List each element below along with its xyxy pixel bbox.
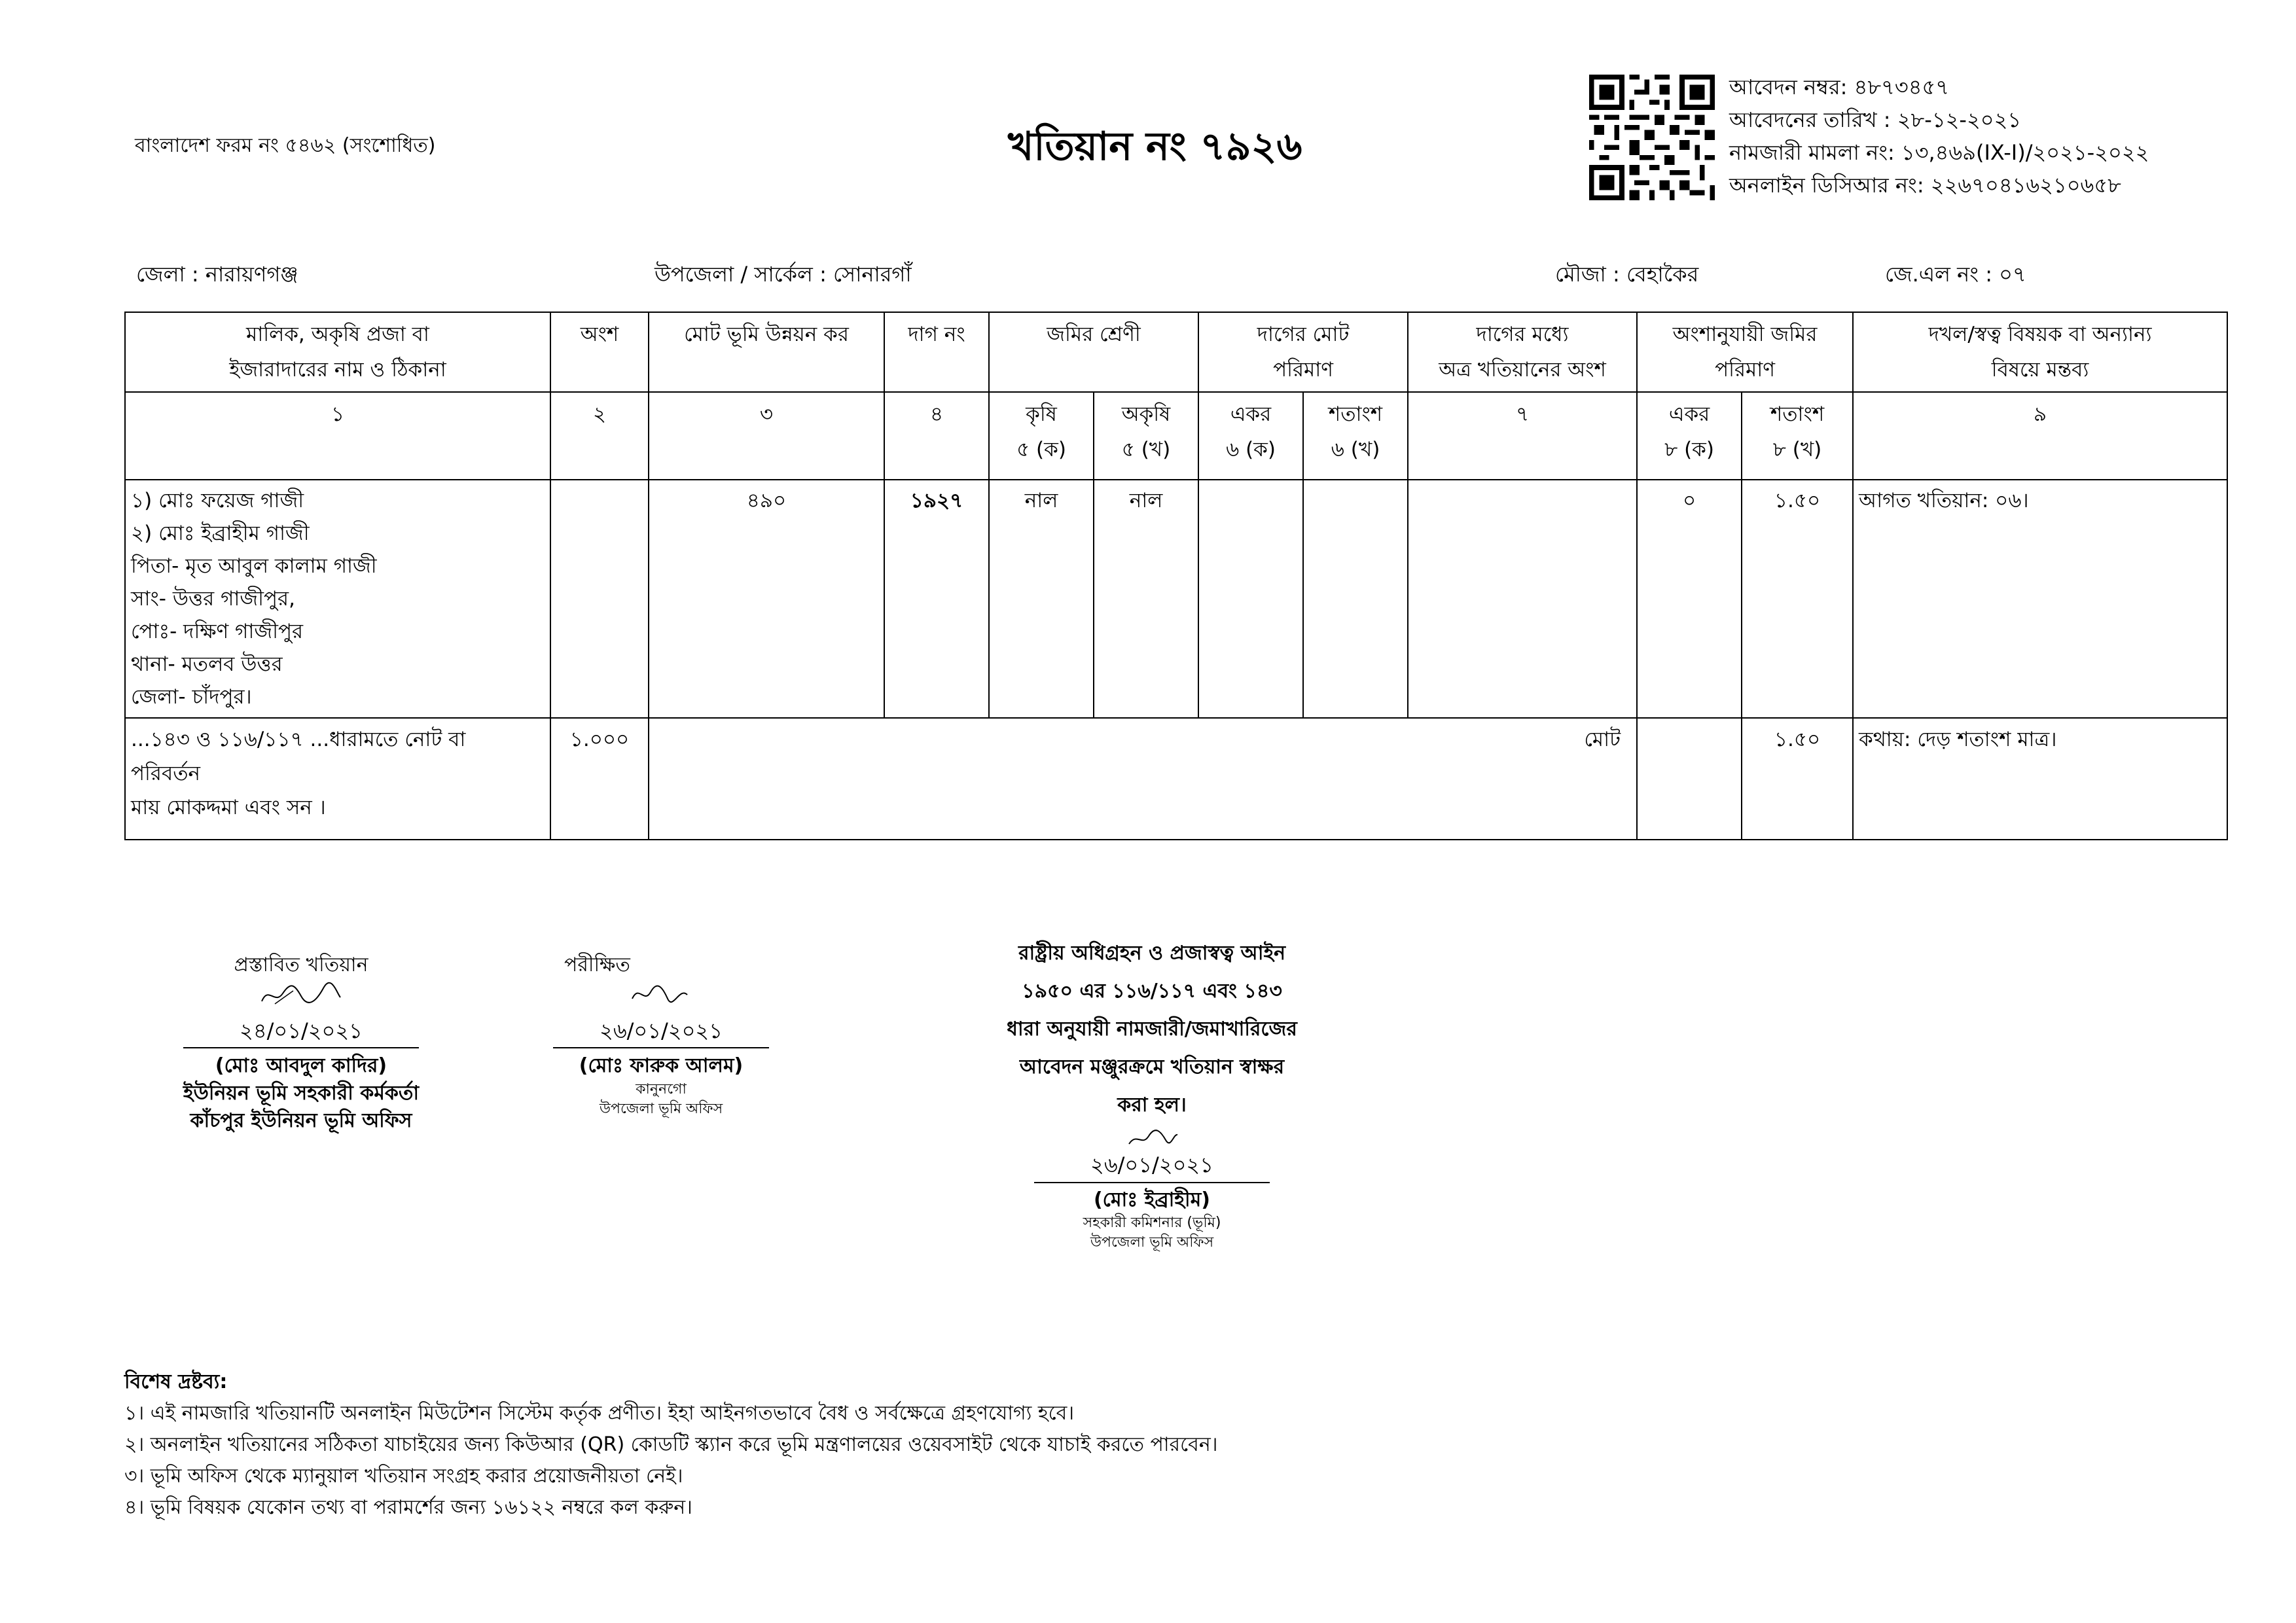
page-title: খতিয়ান নং ৭৯২৬ [1008, 124, 1302, 169]
dag-cell: ১৯২৭ [884, 480, 989, 718]
total-remarks: কথায়: দেড় শতাংশ মাত্র। [1853, 718, 2227, 840]
mutation-case-number: নামজারী মামলা নং: ১৩,৪৬৯(IX-I)/২০২১-২০২২ [1729, 140, 2149, 165]
approval-statement-line: আবেদন মঞ্জুরক্রমে খতিয়ান স্বাক্ষর [1019, 1056, 1285, 1079]
jl-number: জে.এল নং : ০৭ [1885, 262, 2026, 287]
signature-line [1034, 1182, 1270, 1183]
special-notes [124, 1366, 1217, 1524]
total-shotangsho: ১.৫০ [1742, 718, 1853, 840]
dag-total-shotangsho-cell [1303, 480, 1408, 718]
header-remarks: দখল/স্বত্ব বিষয়ক বা অন্যান্য বিষয়ে মন্তব্য [1853, 312, 2227, 392]
online-dcr-number: অনলাইন ডিসিআর নং: ২২৬৭০৪১৬২১০৬৫৮ [1729, 173, 2121, 198]
table-row [125, 480, 2227, 718]
signature-icon [255, 979, 347, 1009]
header-share-land: অংশানুযায়ী জমির পরিমাণ [1637, 312, 1853, 392]
subheader-ekor-8: একর ৮ (ক) [1637, 392, 1742, 480]
approved-designation: সহকারী কমিশনার (ভূমি) [1083, 1215, 1221, 1231]
share-ekor-cell: ০ [1637, 480, 1742, 718]
subheader-ekor-6: একর ৬ (ক) [1198, 392, 1303, 480]
header-dag-total: দাগের মোট পরিমাণ [1198, 312, 1408, 392]
examined-office: উপজেলা ভূমি অফিস [599, 1101, 723, 1117]
header-dag-share: দাগের মধ্যে অত্র খতিয়ানের অংশ [1408, 312, 1637, 392]
subheader-shotangsho-8: শতাংশ ৮ (খ) [1742, 392, 1853, 480]
signature-block-proposed [164, 952, 439, 1135]
table-header-row [125, 312, 2227, 392]
signature-block-examined [550, 952, 772, 1119]
share-cell [550, 480, 649, 718]
krishi-cell: নাল [989, 480, 1094, 718]
header-share: অংশ [550, 312, 649, 392]
note-item: ১। এই নামজারি খতিয়ানটি অনলাইন মিউটেশন সিস্টেম কর্তৃক প্রণীত। ইহা আইনগতভাবে বৈধ ও সর্বক্ষেত্রে গ্রহণযোগ্য হবে। [124, 1402, 1075, 1425]
table-subheader-row [125, 392, 2227, 480]
qr-code-icon [1589, 72, 1715, 203]
signature-line [553, 1047, 769, 1048]
proposed-office: কাঁচপুর ইউনিয়ন ভূমি অফিস [190, 1109, 412, 1132]
subheader-3: ৩ [649, 392, 884, 480]
signature-icon [622, 979, 700, 1009]
signature-line [183, 1047, 419, 1048]
upazila-circle: উপজেলা / সার্কেল : সোনারগাঁ [655, 262, 912, 287]
subheader-krishi: কৃষি ৫ (ক) [989, 392, 1094, 480]
approval-statement-line: রাষ্ট্রীয় অধিগ্রহন ও প্রজাস্বত্ব আইন [1018, 942, 1285, 965]
approval-statement-line: ধারা অনুযায়ী নামজারী/জমাখারিজের [1007, 1018, 1297, 1041]
mouza: মৌজা : বেহাকৈর [1555, 262, 1699, 287]
application-number: আবেদন নম্বর: ৪৮৭৩৪৫৭ [1729, 75, 1950, 99]
district: জেলা : নারায়ণগঞ্জ [136, 262, 298, 287]
signature-icon [1122, 1124, 1181, 1150]
remarks-cell: আগত খতিয়ান: ০৬। [1853, 480, 2227, 718]
khatian-table [124, 312, 2228, 840]
tax-cell: ৪৯০ [649, 480, 884, 718]
subheader-9: ৯ [1853, 392, 2227, 480]
subheader-4: ৪ [884, 392, 989, 480]
subheader-akrishi: অকৃষি ৫ (খ) [1094, 392, 1198, 480]
examined-date: ২৬/০১/২০২১ [600, 1018, 723, 1043]
approved-office: উপজেলা ভূমি অফিস [1090, 1234, 1214, 1251]
total-ekor [1637, 718, 1742, 840]
subheader-shotangsho-6: শতাংশ ৬ (খ) [1303, 392, 1408, 480]
subheader-1: ১ [125, 392, 550, 480]
note-item: ৩। ভূমি অফিস থেকে ম্যানুয়াল খতিয়ান সংগ্রহ করার প্রয়োজনীয়তা নেই। [124, 1465, 683, 1488]
share-shotangsho-cell: ১.৫০ [1742, 480, 1853, 718]
owner-details: ১) মোঃ ফয়েজ গাজী ২) মোঃ ইব্রাহীম গাজী পিতা- মৃত আবুল কালাম গাজী সাং- উত্তর গাজীপুর, পোঃ- দক্ষিণ গাজীপুর থানা- মতলব উত্তর জেলা- চাঁদপুর। [125, 480, 550, 718]
note-item: ২। অনলাইন খতিয়ানের সঠিকতা যাচাইয়ের জন্য কিউআর (QR) কোডটি স্ক্যান করে ভূমি মন্ত্রণালয়ের ওয়েবসাইট থেকে যাচাই করতে পারবেন। [124, 1433, 1218, 1456]
examined-title: পরীক্ষিত [564, 954, 630, 976]
total-label: মোট [649, 718, 1637, 840]
header-owner: মালিক, অকৃষি প্রজা বা ইজারাদারের নাম ও ঠিকানা [125, 312, 550, 392]
dag-total-ekor-cell [1198, 480, 1303, 718]
total-share: ১.০০০ [550, 718, 649, 840]
header-tax: মোট ভূমি উন্নয়ন কর [649, 312, 884, 392]
akrishi-cell: নাল [1094, 480, 1198, 718]
dag-share-cell [1408, 480, 1637, 718]
notes-heading: বিশেষ দ্রষ্টব্য: [124, 1370, 228, 1393]
table-total-row [125, 718, 2227, 840]
note-item: ৪। ভূমি বিষয়ক যেকোন তথ্য বা পরামর্শের জন্য ১৬১২২ নম্বরে কল করুন। [124, 1496, 692, 1519]
approved-name: (মোঃ ইব্রাহীম) [1093, 1188, 1211, 1211]
examined-designation: কানুনগো [636, 1081, 687, 1097]
proposed-designation: ইউনিয়ন ভূমি সহকারী কর্মকর্তা [183, 1082, 420, 1105]
signature-block-approved [962, 935, 1342, 1253]
approved-date: ২৬/০১/২০২১ [1090, 1152, 1213, 1177]
header-dag: দাগ নং [884, 312, 989, 392]
approval-statement-line: করা হল। [1117, 1094, 1187, 1116]
examined-name: (মোঃ ফারুক আলম) [579, 1054, 744, 1077]
subheader-7: ৭ [1408, 392, 1637, 480]
application-date: আবেদনের তারিখ : ২৮-১২-২০২১ [1729, 107, 2022, 132]
proposed-name: (মোঃ আবদুল কাদির) [215, 1054, 387, 1077]
header-land-class: জমির শ্রেণী [989, 312, 1198, 392]
form-number: বাংলাদেশ ফরম নং ৫৪৬২ (সংশোধিত) [135, 134, 436, 157]
application-info [1729, 71, 2149, 202]
proposed-title: প্রস্তাবিত খতিয়ান [234, 954, 368, 976]
proposed-date: ২৪/০১/২০২১ [240, 1018, 363, 1043]
total-note: ...১৪৩ ও ১১৬/১১৭ ...ধারামতে নোট বা পরিবর্তন মায় মোকদ্দমা এবং সন । [125, 718, 550, 840]
subheader-2: ২ [550, 392, 649, 480]
approval-statement-line: ১৯৫০ এর ১১৬/১১৭ এবং ১৪৩ [1022, 980, 1282, 1003]
